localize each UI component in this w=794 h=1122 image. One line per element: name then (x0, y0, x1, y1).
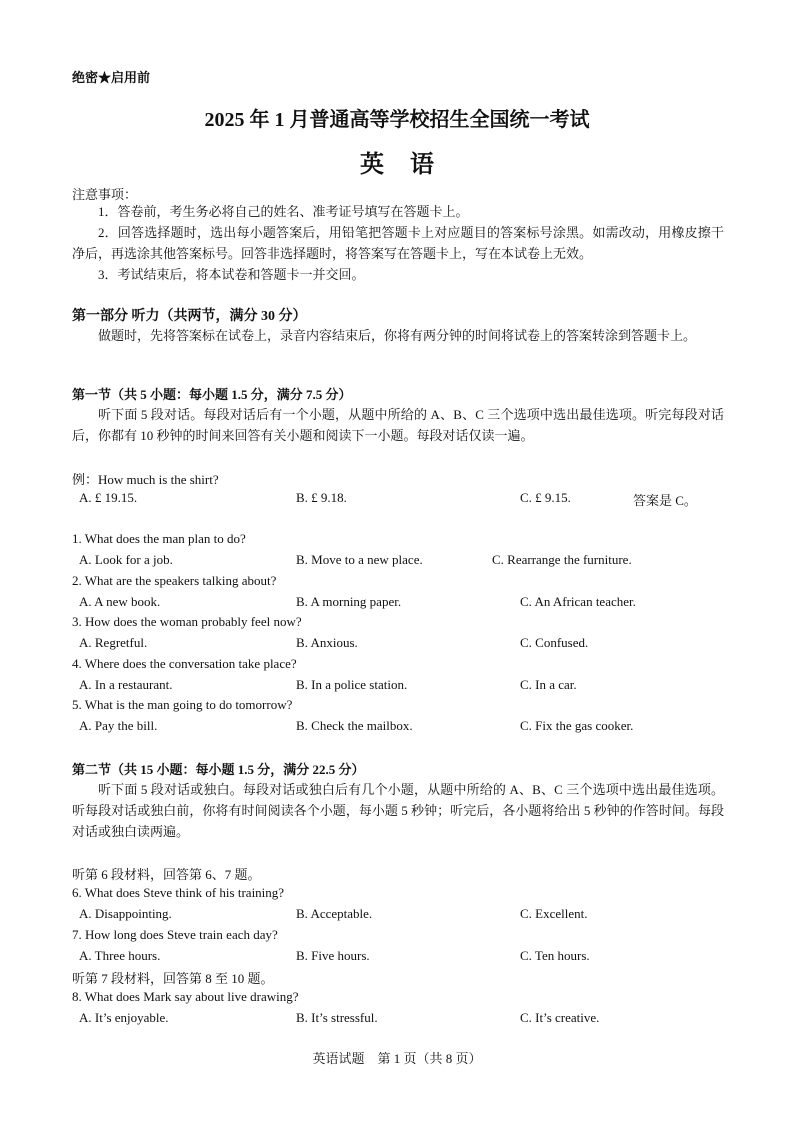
part1-intro: 做题时，先将答案标在试卷上，录音内容结束后，你将有两分钟的时间将试卷上的答案转涂到答题卡上。 (98, 328, 697, 343)
section1-heading: 第一节（共 5 小题：每小题 1.5 分，满分 7.5 分） (72, 387, 352, 402)
question-2-option-c: C. An African teacher. (520, 594, 636, 609)
note-item-1: 1．答卷前，考生务必将自己的姓名、准考证号填写在答题卡上。 (98, 204, 469, 219)
question-1-option-a: A. Look for a job. (79, 552, 173, 567)
question-5: 5. What is the man going to do tomorrow? (72, 697, 293, 712)
question-7: 7. How long does Steve train each day? (72, 927, 278, 942)
question-3-option-b: B. Anxious. (296, 635, 358, 650)
notes-heading: 注意事项： (72, 187, 138, 202)
question-8-option-c: C. It’s creative. (520, 1010, 600, 1025)
question-4: 4. Where does the conversation take place? (72, 656, 297, 671)
example-option-a: A. £ 19.15. (79, 490, 138, 505)
question-1: 1. What does the man plan to do? (72, 531, 246, 546)
part1-heading: 第一部分 听力（共两节，满分 30 分） (72, 309, 307, 324)
question-3: 3. How does the woman probably feel now? (72, 614, 302, 629)
question-6-option-a: A. Disappointing. (79, 906, 172, 921)
question-7-option-a: A. Three hours. (79, 948, 161, 963)
section2-intro: 听下面 5 段对话或独白。每段对话或独白后有几个小题，从题中所给的 A、B、C 三个选项中选出最佳选项。听每段对话或独白前，你将有时间阅读各个小题，每小题 5 秒钟；听完后，各小题将给出 5 秒钟的作答时间。每段对话或独白读两遍。 (72, 782, 724, 839)
question-1-option-c: C. Rearrange the furniture. (492, 552, 632, 567)
question-5-option-b: B. Check the mailbox. (296, 718, 413, 733)
question-4-option-b: B. In a police station. (296, 677, 408, 692)
question-4-option-c: C. In a car. (520, 677, 577, 692)
subject-title: 英语 (360, 152, 460, 178)
question-6: 6. What does Steve think of his training? (72, 885, 285, 900)
example-question: 例：How much is the shirt? (72, 472, 219, 487)
question-3-option-a: A. Regretful. (79, 635, 148, 650)
question-2-option-b: B. A morning paper. (296, 594, 402, 609)
question-2-option-a: A. A new book. (79, 594, 161, 609)
question-6-option-b: B. Acceptable. (296, 906, 373, 921)
question-7-option-c: C. Ten hours. (520, 948, 590, 963)
example-option-c: C. £ 9.15. (520, 490, 571, 505)
note-item-2: 2．回答选择题时，选出每小题答案后，用铅笔把答题卡上对应题目的答案标号涂黑。如需改动，用橡皮擦干净后，再选涂其他答案标号。回答非选择题时，将答案写在答题卡上，写在本试卷上无效。 (72, 225, 724, 261)
section1-intro: 听下面 5 段对话。每段对话后有一个小题，从题中所给的 A、B、C 三个选项中选出最佳选项。听完每段对话后，你都有 10 秒钟的时间来回答有关小题和阅读下一小题。每段对话仅读一遍。 (72, 407, 724, 443)
question-1-option-b: B. Move to a new place. (296, 552, 423, 567)
question-7-option-b: B. Five hours. (296, 948, 370, 963)
exam-title: 2025 年 1 月普通高等学校招生全国统一考试 (204, 109, 590, 131)
example-answer: 答案是 C。 (633, 493, 697, 508)
question-2: 2. What are the speakers talking about? (72, 573, 277, 588)
question-5-option-a: A. Pay the bill. (79, 718, 158, 733)
question-6-option-c: C. Excellent. (520, 906, 588, 921)
note-item-3: 3．考试结束后，将本试卷和答题卡一并交回。 (98, 267, 365, 282)
section2-heading: 第二节（共 15 小题：每小题 1.5 分，满分 22.5 分） (72, 762, 365, 777)
question-5-option-c: C. Fix the gas cooker. (520, 718, 634, 733)
material-7-instruction: 听第 7 段材料，回答第 8 至 10 题。 (72, 971, 274, 986)
question-8: 8. What does Mark say about live drawing? (72, 989, 299, 1004)
question-3-option-c: C. Confused. (520, 635, 589, 650)
question-8-option-b: B. It’s stressful. (296, 1010, 378, 1025)
material-6-instruction: 听第 6 段材料，回答第 6、7 题。 (72, 867, 261, 882)
question-4-option-a: A. In a restaurant. (79, 677, 173, 692)
example-option-b: B. £ 9.18. (296, 490, 347, 505)
question-8-option-a: A. It’s enjoyable. (79, 1010, 169, 1025)
page-footer: 英语试题 第 1 页（共 8 页） (312, 1051, 482, 1066)
confidential-mark: 绝密★启用前 (72, 70, 151, 85)
